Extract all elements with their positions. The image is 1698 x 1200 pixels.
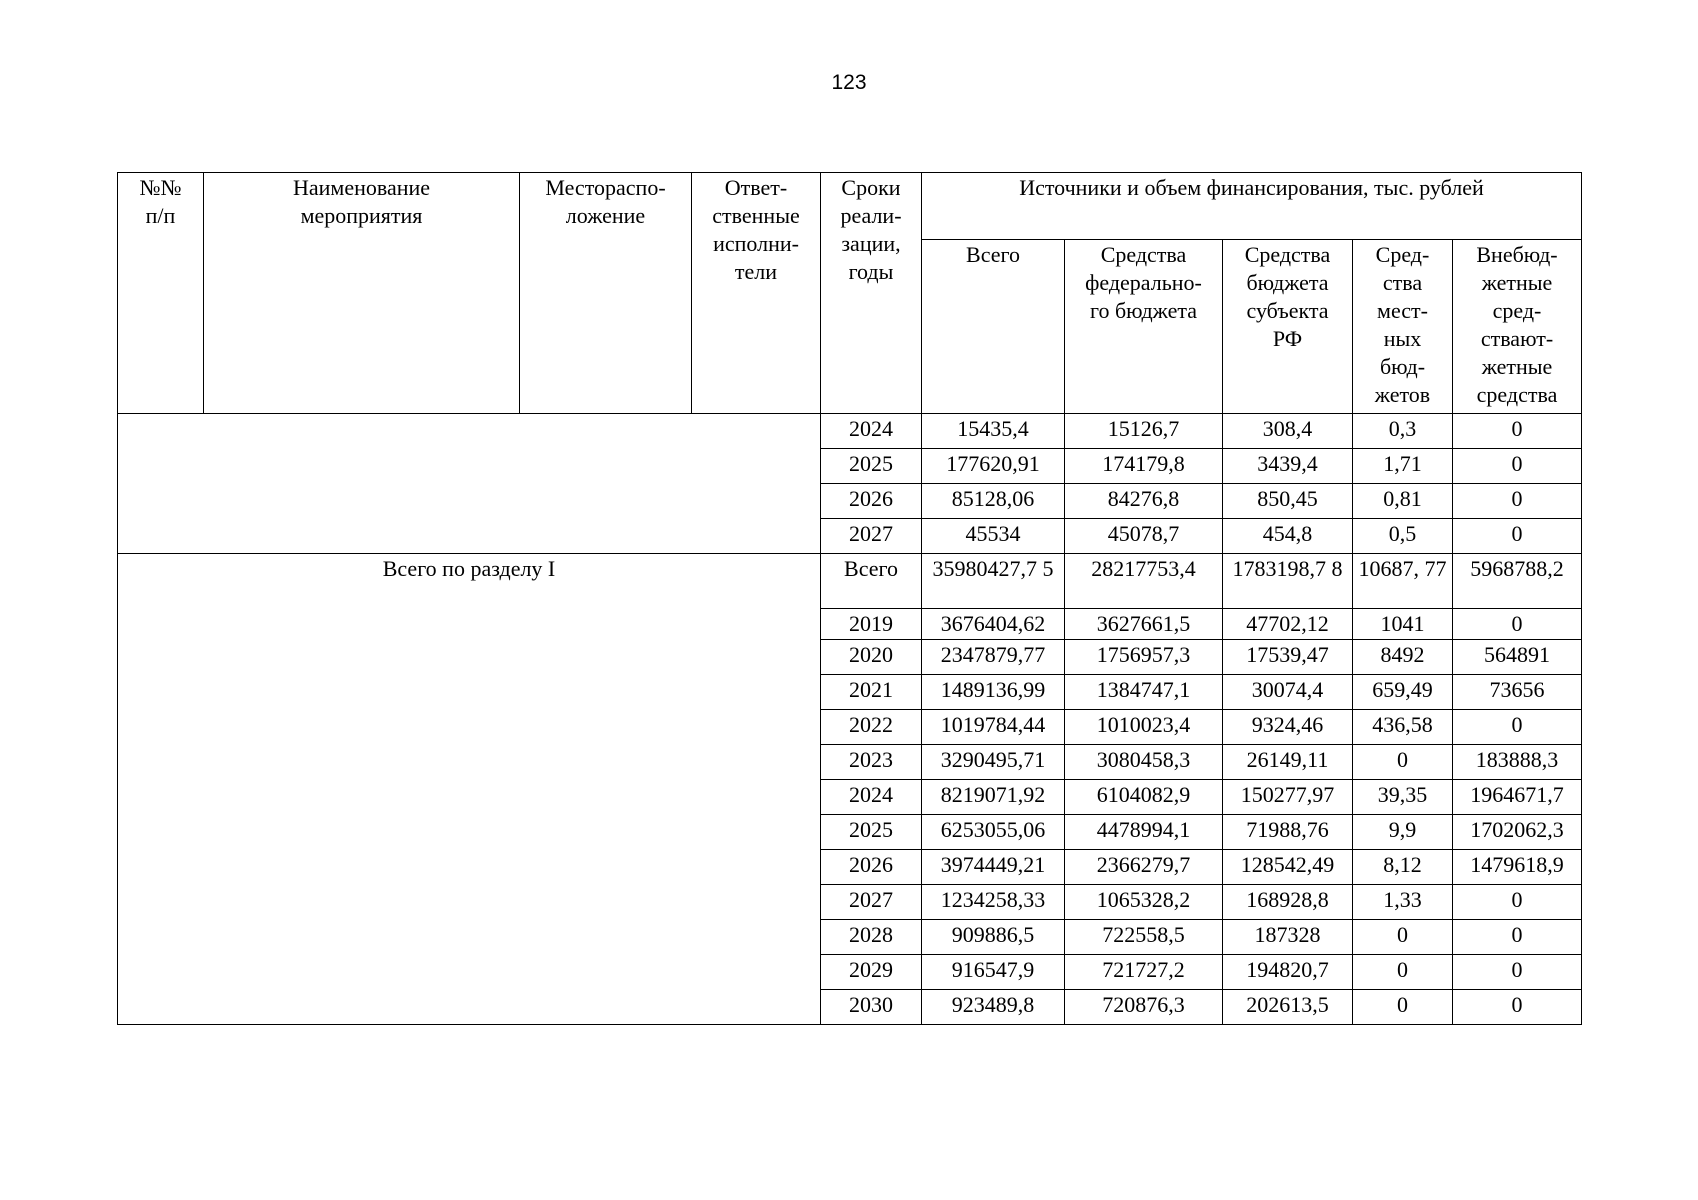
cell-year: 2026 bbox=[821, 850, 922, 885]
header-row bbox=[118, 173, 1582, 240]
cell-federal: 3080458,3 bbox=[1065, 745, 1223, 780]
cell-year: 2025 bbox=[821, 815, 922, 850]
section-total-row bbox=[118, 554, 1582, 609]
cell-regional: 47702,12 bbox=[1223, 609, 1353, 640]
cell-local: 0 bbox=[1353, 955, 1453, 990]
section-total-label: Всего по разделу I bbox=[118, 554, 821, 1025]
cell-federal: 28217753,4 bbox=[1065, 554, 1223, 609]
financing-table bbox=[117, 172, 1582, 1025]
cell-extra: 0 bbox=[1453, 609, 1582, 640]
cell-total: 85128,06 bbox=[922, 484, 1065, 519]
cell-federal: 1384747,1 bbox=[1065, 675, 1223, 710]
cell-year: 2024 bbox=[821, 414, 922, 449]
cell-total: 2347879,77 bbox=[922, 640, 1065, 675]
cell-federal: 45078,7 bbox=[1065, 519, 1223, 554]
cell-local: 0,3 bbox=[1353, 414, 1453, 449]
cell-federal: 720876,3 bbox=[1065, 990, 1223, 1025]
cell-regional: 168928,8 bbox=[1223, 885, 1353, 920]
header-sources-title: Источники и объем финансирования, тыс. рублей bbox=[922, 173, 1582, 240]
cell-regional: 3439,4 bbox=[1223, 449, 1353, 484]
cell-local: 39,35 bbox=[1353, 780, 1453, 815]
cell-extra: 0 bbox=[1453, 449, 1582, 484]
cell-year: 2026 bbox=[821, 484, 922, 519]
header-federal: Средства федерально- го бюджета bbox=[1065, 240, 1223, 414]
cell-local: 9,9 bbox=[1353, 815, 1453, 850]
cell-total: 45534 bbox=[922, 519, 1065, 554]
header-total: Всего bbox=[922, 240, 1065, 414]
cell-extra: 183888,3 bbox=[1453, 745, 1582, 780]
cell-total: 3676404,62 bbox=[922, 609, 1065, 640]
cell-extra: 0 bbox=[1453, 885, 1582, 920]
cell-regional: 128542,49 bbox=[1223, 850, 1353, 885]
cell-total: 1489136,99 bbox=[922, 675, 1065, 710]
cell-extra: 0 bbox=[1453, 519, 1582, 554]
cell-federal: 3627661,5 bbox=[1065, 609, 1223, 640]
cell-year: 2020 bbox=[821, 640, 922, 675]
header-name: Наименование мероприятия bbox=[204, 173, 520, 414]
cell-total: 6253055,06 bbox=[922, 815, 1065, 850]
cell-extra: 1964671,7 bbox=[1453, 780, 1582, 815]
cell-regional: 1783198,7 8 bbox=[1223, 554, 1353, 609]
header-period: Сроки реали- зации, годы bbox=[821, 173, 922, 414]
cell-total: 3290495,71 bbox=[922, 745, 1065, 780]
cell-extra: 0 bbox=[1453, 414, 1582, 449]
cell-regional: 26149,11 bbox=[1223, 745, 1353, 780]
cell-local: 1,71 bbox=[1353, 449, 1453, 484]
header-extra: Внебюд- жетные сред- ствают- жетные средства bbox=[1453, 240, 1582, 414]
cell-federal: 15126,7 bbox=[1065, 414, 1223, 449]
cell-local: 10687, 77 bbox=[1353, 554, 1453, 609]
cell-year: 2023 bbox=[821, 745, 922, 780]
cell-total: 916547,9 bbox=[922, 955, 1065, 990]
cell-federal: 1756957,3 bbox=[1065, 640, 1223, 675]
cell-total: 909886,5 bbox=[922, 920, 1065, 955]
cell-extra: 5968788,2 bbox=[1453, 554, 1582, 609]
cell-total: 923489,8 bbox=[922, 990, 1065, 1025]
cell-federal: 721727,2 bbox=[1065, 955, 1223, 990]
cell-year: 2024 bbox=[821, 780, 922, 815]
cell-year: 2029 bbox=[821, 955, 922, 990]
cell-federal: 2366279,7 bbox=[1065, 850, 1223, 885]
cell-year: 2030 bbox=[821, 990, 922, 1025]
cell-regional: 187328 bbox=[1223, 920, 1353, 955]
cell-regional: 202613,5 bbox=[1223, 990, 1353, 1025]
cell-local: 1,33 bbox=[1353, 885, 1453, 920]
header-regional: Средства бюджета субъекта РФ bbox=[1223, 240, 1353, 414]
cell-extra: 1702062,3 bbox=[1453, 815, 1582, 850]
cell-year: 2021 bbox=[821, 675, 922, 710]
cell-local: 8492 bbox=[1353, 640, 1453, 675]
cell-extra: 0 bbox=[1453, 955, 1582, 990]
cell-year: Всего bbox=[821, 554, 922, 609]
cell-local: 0,81 bbox=[1353, 484, 1453, 519]
cell-federal: 722558,5 bbox=[1065, 920, 1223, 955]
cell-extra: 1479618,9 bbox=[1453, 850, 1582, 885]
cell-extra: 0 bbox=[1453, 920, 1582, 955]
cell-total: 35980427,7 5 bbox=[922, 554, 1065, 609]
cell-total: 3974449,21 bbox=[922, 850, 1065, 885]
cell-federal: 174179,8 bbox=[1065, 449, 1223, 484]
cell-regional: 71988,76 bbox=[1223, 815, 1353, 850]
cell-extra: 73656 bbox=[1453, 675, 1582, 710]
cell-year: 2019 bbox=[821, 609, 922, 640]
cell-total: 15435,4 bbox=[922, 414, 1065, 449]
cell-regional: 308,4 bbox=[1223, 414, 1353, 449]
cell-regional: 194820,7 bbox=[1223, 955, 1353, 990]
cell-total: 1019784,44 bbox=[922, 710, 1065, 745]
cell-extra: 0 bbox=[1453, 710, 1582, 745]
cell-local: 0 bbox=[1353, 745, 1453, 780]
cell-extra: 564891 bbox=[1453, 640, 1582, 675]
cell-total: 8219071,92 bbox=[922, 780, 1065, 815]
cell-regional: 454,8 bbox=[1223, 519, 1353, 554]
cell-regional: 30074,4 bbox=[1223, 675, 1353, 710]
cell-year: 2022 bbox=[821, 710, 922, 745]
cell-year: 2025 bbox=[821, 449, 922, 484]
cell-extra: 0 bbox=[1453, 990, 1582, 1025]
cell-year: 2027 bbox=[821, 885, 922, 920]
cell-extra: 0 bbox=[1453, 484, 1582, 519]
cell-local: 436,58 bbox=[1353, 710, 1453, 745]
cell-local: 659,49 bbox=[1353, 675, 1453, 710]
cell-total: 1234258,33 bbox=[922, 885, 1065, 920]
header-responsible: Ответ- ственные исполни- тели bbox=[692, 173, 821, 414]
cell-federal: 1010023,4 bbox=[1065, 710, 1223, 745]
header-local: Сред- ства мест- ных бюд- жетов bbox=[1353, 240, 1453, 414]
cell-year: 2027 bbox=[821, 519, 922, 554]
cell-federal: 1065328,2 bbox=[1065, 885, 1223, 920]
cell-local: 0 bbox=[1353, 990, 1453, 1025]
cell-regional: 850,45 bbox=[1223, 484, 1353, 519]
cell-local: 8,12 bbox=[1353, 850, 1453, 885]
cell-total: 177620,91 bbox=[922, 449, 1065, 484]
table-row bbox=[118, 414, 1582, 449]
cell-regional: 150277,97 bbox=[1223, 780, 1353, 815]
cell-federal: 84276,8 bbox=[1065, 484, 1223, 519]
cell-year: 2028 bbox=[821, 920, 922, 955]
cell-regional: 9324,46 bbox=[1223, 710, 1353, 745]
cell-local: 1041 bbox=[1353, 609, 1453, 640]
cell-federal: 6104082,9 bbox=[1065, 780, 1223, 815]
page-number: 123 bbox=[831, 71, 867, 94]
cell-local: 0,5 bbox=[1353, 519, 1453, 554]
header-location: Местораспо- ложение bbox=[520, 173, 692, 414]
merged-blank-cell bbox=[118, 414, 821, 554]
cell-federal: 4478994,1 bbox=[1065, 815, 1223, 850]
cell-local: 0 bbox=[1353, 920, 1453, 955]
header-num: №№ п/п bbox=[118, 173, 204, 414]
cell-regional: 17539,47 bbox=[1223, 640, 1353, 675]
